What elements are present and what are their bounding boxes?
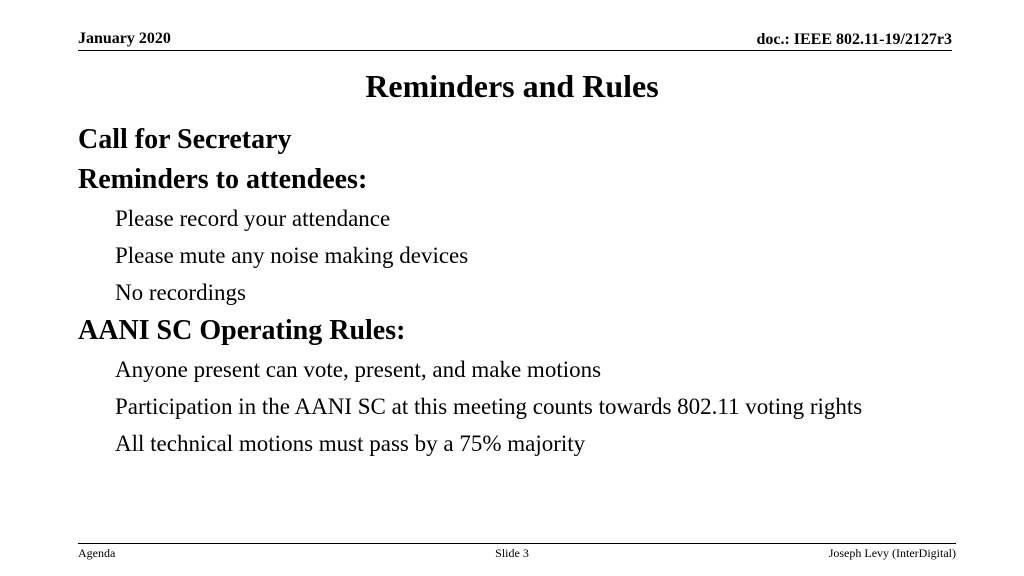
bullet-item: Anyone present can vote, present, and make motions	[115, 357, 602, 382]
slide-title: Reminders and Rules	[365, 68, 659, 104]
footer-author: Joseph Levy (InterDigital)	[828, 546, 956, 560]
section-heading-operating-rules: AANI SC Operating Rules:	[78, 315, 406, 346]
footer-slide-number: Slide 3	[495, 546, 529, 560]
header-date: January 2020	[78, 30, 171, 47]
bullet-item: No recordings	[115, 280, 246, 305]
footer-divider	[78, 543, 956, 544]
bullet-item: Please record your attendance	[115, 206, 391, 231]
bullet-item: All technical motions must pass by a 75% majority	[115, 431, 586, 456]
footer-left-label: Agenda	[78, 546, 116, 560]
section-heading-reminders: Reminders to attendees:	[78, 164, 368, 195]
section-heading-secretary: Call for Secretary	[78, 124, 292, 155]
slide-body	[78, 120, 978, 462]
header-divider	[78, 50, 952, 51]
bullet-item: Please mute any noise making devices	[115, 243, 469, 268]
bullet-item: Participation in the AANI SC at this meeting counts towards 802.11 voting rights	[115, 394, 863, 419]
header-doc-id: doc.: IEEE 802.11-19/2127r3	[756, 31, 952, 48]
